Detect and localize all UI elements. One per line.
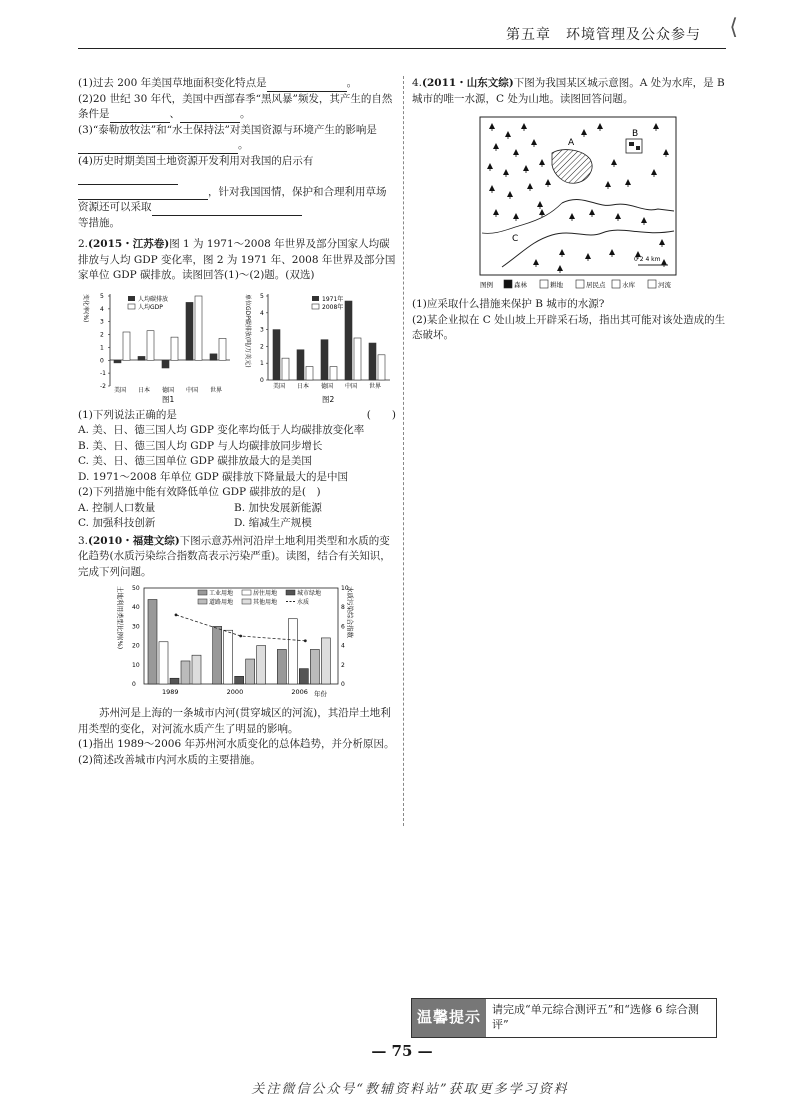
- fig2-legend-swatch-2: [312, 304, 319, 309]
- fig3-bar: [224, 630, 233, 684]
- tip-box: [411, 998, 717, 1038]
- fig3-bar: [321, 638, 330, 684]
- fig3-bar: [235, 676, 244, 684]
- fig3-water-quality-point: [304, 639, 307, 642]
- fig1-bar: [162, 360, 169, 368]
- fig2-ytick: 3: [260, 326, 264, 334]
- fig2-bar: [378, 354, 385, 379]
- header-rule: [78, 48, 726, 49]
- fig1-ytick: 0: [100, 356, 104, 364]
- fig3-ylabel: 土地利用类型比例(%): [116, 586, 124, 650]
- q1-line-6: 等措施。: [78, 216, 120, 229]
- fig3-bar: [299, 669, 308, 684]
- fig3-ytick: 30: [132, 623, 140, 631]
- fig1-legend-1: 人均碳排放: [138, 295, 169, 303]
- fig3-bar: [310, 649, 319, 684]
- fig1-bar: [195, 296, 202, 360]
- map-svg: [412, 113, 728, 291]
- fig1-legend-swatch-2: [128, 304, 135, 309]
- fig1-chart: [82, 293, 230, 404]
- fig3-bar: [159, 642, 168, 684]
- right-column: [412, 76, 728, 344]
- page-header: [504, 15, 744, 50]
- fig2-legend-1: 1971年: [322, 295, 344, 303]
- fig1-category: 日本: [138, 386, 151, 394]
- q2-1-opt-a: A. 美、日、德三国人均 GDP 变化率均低于人均碳排放变化率: [78, 424, 365, 436]
- fig1-ytick: 2: [100, 331, 104, 339]
- left-column: [78, 76, 396, 768]
- fig3-legend-swatch: [198, 599, 207, 604]
- q4-map: [412, 113, 728, 291]
- footer-note: 关注微信公众号“教辅资料站”获取更多学习资料: [251, 1082, 569, 1097]
- fig2-category: 中国: [345, 382, 358, 390]
- fig3-legend-swatch: [242, 599, 251, 604]
- map-legend-swatch: [612, 280, 620, 288]
- tip-text: 请完成“单元综合测评五”和“选修 6 综合测评”: [492, 1003, 699, 1031]
- fig1-legend-2: 人均GDP: [138, 303, 163, 311]
- q3-2: (2)简述改善城市内河水质的主要措施。: [78, 753, 261, 766]
- fig1-category: 世界: [210, 386, 223, 394]
- fig2-category: 日本: [297, 382, 310, 390]
- fig3-y2tick: 4: [341, 642, 345, 650]
- fig3-legend-label: 工业用地: [209, 590, 234, 597]
- q1-line-2: (2)20 世纪 30 年代，美国中西部春季“黑风暴”频发，其产生的自然条件是 、 。: [78, 92, 396, 123]
- fig3-y2tick: 0: [341, 681, 345, 688]
- fig2-bar: [321, 339, 328, 379]
- q2-figures: [78, 288, 396, 406]
- map-label-b: B: [632, 129, 639, 139]
- map-legend-prefix: 图例: [480, 281, 493, 289]
- fig2-bar: [297, 349, 304, 379]
- fig2-legend-2: 2008年: [322, 303, 344, 311]
- map-legend-swatch: [504, 280, 512, 288]
- fig2-ytick: 4: [260, 309, 264, 317]
- map-legend-label: 河流: [658, 281, 671, 289]
- fig3-y2tick: 8: [341, 604, 345, 612]
- fig2-bar: [306, 366, 313, 379]
- fig2-bar: [273, 329, 280, 379]
- fig3-y2tick: 10: [341, 585, 349, 592]
- fig1-bar: [147, 330, 154, 360]
- q2-2: (2)下列措施中能有效降低单位 GDP 碳排放的是( ): [78, 486, 321, 498]
- q3-stem: 3.(2010・福建文综)下图示意苏州河沿岸土地利用类型和水质的变化趋势(水质污染综合指数高表示污染严重)。读图，结合有关知识，完成下列问题。: [78, 534, 391, 578]
- map-legend-swatch: [648, 280, 656, 288]
- fig1-ytick: 4: [100, 305, 104, 313]
- fig3-legend-label: 其他用地: [253, 599, 278, 606]
- fig3-water-quality-point: [175, 613, 178, 616]
- fig1-bar: [138, 356, 145, 360]
- fig1-ytick: 5: [100, 292, 104, 300]
- fig3-legend-label: 居住用地: [253, 590, 278, 597]
- q3-1: (1)指出 1989～2006 年苏州河水质变化的总体趋势，并分析原因。: [78, 738, 395, 750]
- q3-chart-svg: [78, 584, 396, 702]
- fig3-bar: [170, 678, 179, 684]
- fig2-chart: [244, 293, 390, 404]
- page-number: — 75 —: [371, 1042, 433, 1060]
- fig1-category: 中国: [186, 386, 199, 394]
- fig2-bar: [345, 301, 352, 380]
- fig2-ytick: 5: [260, 292, 264, 300]
- q1-line-1: (1)过去 200 年美国草地面积变化特点是 。: [78, 76, 396, 92]
- fig2-bar: [282, 358, 289, 380]
- q1-line-5: ，针对我国国情，保护和合理利用草场资源还可以采取: [78, 185, 396, 216]
- fig2-ytick: 0: [260, 376, 264, 384]
- fig1-ytick: 1: [100, 343, 104, 351]
- fig3-ytick: 40: [132, 604, 140, 612]
- fig1-caption: 图1: [162, 394, 175, 404]
- q3-figure: [78, 584, 396, 702]
- map-legend-swatch: [576, 280, 584, 288]
- q1-line-3: (3)“泰勒放牧法”和“水土保持法”对美国资源与环境产生的影响是。: [78, 123, 396, 154]
- column-divider: [403, 76, 404, 826]
- fig1-bar: [210, 353, 217, 359]
- fig3-bar: [257, 646, 266, 684]
- fig2-caption: 图2: [322, 394, 335, 404]
- fig3-category: 2000: [226, 688, 244, 696]
- fig3-ytick: 20: [132, 642, 140, 650]
- map-legend-label: 森林: [514, 281, 527, 289]
- q2-1-opt-c: C. 美、日、德三国单位 GDP 碳排放最大的是美国: [78, 455, 312, 467]
- fig3-legend-label: 道路用地: [209, 599, 234, 606]
- fig3-bar: [148, 600, 157, 684]
- q2-2-opts-cd: C. 加强科技创新 D. 缩减生产规模: [78, 517, 312, 529]
- map-legend-swatch: [540, 280, 548, 288]
- fig3-ytick: 0: [132, 681, 136, 688]
- fig1-category: 德国: [162, 386, 175, 394]
- fig3-bar: [277, 649, 286, 684]
- fig1-bar: [114, 360, 121, 363]
- fig3-legend-label: 水质: [297, 599, 310, 606]
- fig2-bar: [369, 343, 376, 380]
- fig3-legend-swatch: [286, 590, 295, 595]
- fig1-ytick: 3: [100, 318, 104, 326]
- fig1-bar: [186, 302, 193, 360]
- q2-charts-svg: [78, 288, 396, 406]
- fig3-legend-label: 城市绿地: [297, 590, 322, 597]
- fig2-ytick: 2: [260, 342, 264, 350]
- q4-1: (1)应采取什么措施来保护 B 城市的水源?: [412, 298, 605, 310]
- q1-line-4: (4)历史时期美国土地资源开发利用对我国的启示有: [78, 154, 396, 185]
- fig3-ytick: 10: [132, 661, 140, 669]
- q2-2-opts-ab: A. 控制人口数量 B. 加快发展新能源: [78, 501, 322, 514]
- q3-paragraph: 苏州河是上海的一条城市内河(贯穿城区的河流)，其沿岸土地利用类型的变化，对河流水质产生了明显的影响。: [78, 707, 391, 735]
- fig2-legend-swatch-1: [312, 296, 319, 301]
- map-legend-label: 居民点: [586, 281, 606, 289]
- fig3-y2tick: 6: [341, 623, 345, 631]
- fig3-xlabel: 年份: [314, 690, 327, 698]
- fig1-category: 美国: [114, 386, 127, 394]
- fig3-bar: [288, 619, 297, 684]
- tip-tag: 温馨提示: [412, 999, 486, 1037]
- map-legend-label: 耕地: [550, 281, 563, 289]
- q2-stem: 2.(2015・江苏卷)图 1 为 1971～2008 年世界及部分国家人均碳排放与人均 GDP 变化率，图 2 为 1971 年、2008 年世界及部分国家单位 GDP 碳排放。读图回答(1)～(2)题。(双选): [78, 238, 396, 281]
- fig3-category: 2006: [291, 688, 308, 696]
- fig1-bar: [171, 337, 178, 360]
- fig3-bar: [246, 659, 255, 684]
- fig2-bar: [354, 338, 361, 380]
- fig1-ytick: -2: [100, 382, 106, 390]
- fig2-bar: [330, 366, 337, 379]
- map-scale: 0 2 4 km: [634, 256, 661, 263]
- fig3-bar: [213, 626, 222, 684]
- fig1-bar: [123, 332, 130, 360]
- fig1-bar: [219, 338, 226, 360]
- header-ornament: ⟨: [729, 15, 738, 40]
- q2-1-opt-d: D. 1971～2008 年单位 GDP 碳排放下降量最大的是中国: [78, 470, 349, 483]
- map-legend-label: 水库: [622, 281, 635, 289]
- q4-2: (2)某企业拟在 C 处山坡上开辟采石场，指出其可能对该处造成的生态破坏。: [412, 313, 726, 341]
- q2-1: (1)下列说法正确的是 ( ): [78, 408, 396, 421]
- chapter-title: 第五章 环境管理及公众参与: [506, 27, 701, 43]
- q4-stem: 4.(2011・山东文综)下图为我国某区城示意图。A 处为水库，是 B 城市的唯一水源，C 处为山地。读图回答问题。: [412, 77, 725, 105]
- fig1-ytick: -1: [100, 369, 106, 377]
- map-label-c: C: [512, 234, 519, 244]
- fig1-legend-swatch-1: [128, 296, 135, 301]
- fig2-category: 世界: [369, 382, 382, 390]
- fig3-water-quality-point: [239, 635, 242, 638]
- fig1-ylabel: 变化率(%): [82, 293, 89, 322]
- fig3-y2tick: 2: [341, 661, 345, 669]
- q2-1-opt-b: B. 美、日、德三国人均 GDP 与人均碳排放同步增长: [78, 439, 323, 452]
- fig3-y2label: 水质污染综合指数: [346, 586, 354, 638]
- fig3-bar: [192, 655, 201, 684]
- fig3-bar: [181, 661, 190, 684]
- fig2-category: 美国: [273, 382, 286, 390]
- map-label-a: A: [568, 138, 575, 148]
- fig2-category: 德国: [321, 382, 334, 390]
- fig3-ytick: 50: [132, 585, 140, 592]
- fig3-legend-swatch: [242, 590, 251, 595]
- fig3-legend-swatch: [198, 590, 207, 595]
- fig2-ytick: 1: [260, 359, 264, 367]
- fig2-ylabel: 单位GDP碳排放(吨/万美元): [244, 293, 251, 368]
- fig3-category: 1989: [162, 688, 179, 696]
